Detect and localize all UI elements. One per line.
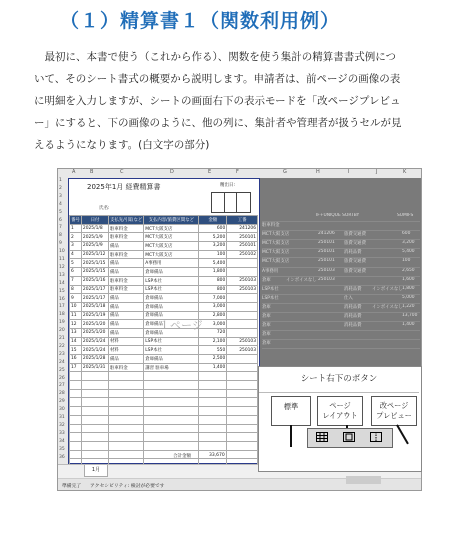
table-row <box>70 407 258 416</box>
table-cell[interactable] <box>70 415 82 424</box>
approval-stamp-boxes <box>211 192 251 213</box>
table-cell[interactable]: 材料 <box>109 346 144 355</box>
hidden-column-row: 倉庫 <box>262 331 420 340</box>
name-label: 氏名: <box>99 206 110 211</box>
row-number[interactable]: 6 <box>59 217 62 223</box>
table-cell[interactable] <box>81 398 108 407</box>
hidden-column-row: LSP本社 仕入 5,000 <box>262 295 420 304</box>
row-number[interactable]: 29 <box>59 399 65 405</box>
hidden-column-row: A事務用 250103 旅費交通費 2,650 <box>262 268 420 277</box>
table-row <box>70 398 258 407</box>
table-cell[interactable] <box>199 441 227 450</box>
table-cell[interactable]: 250103 <box>227 285 258 294</box>
table-cell[interactable]: 2 <box>70 233 82 242</box>
table-cell[interactable] <box>81 441 108 450</box>
table-cell[interactable]: 2025/1/15 <box>81 268 108 277</box>
table-cell[interactable] <box>227 328 258 337</box>
table-cell[interactable]: 2,800 <box>199 311 227 320</box>
button-label-line1: 改ページ <box>379 401 409 410</box>
table-cell[interactable] <box>227 424 258 433</box>
table-row <box>70 424 258 433</box>
date-label: 精出日: <box>220 183 236 188</box>
table-cell[interactable] <box>109 415 144 424</box>
table-cell[interactable]: 2025/1/16 <box>81 276 108 285</box>
row-number[interactable]: 12 <box>59 264 65 270</box>
table-row <box>70 285 258 294</box>
table-cell[interactable]: 5,200 <box>199 233 227 242</box>
table-cell[interactable] <box>109 441 144 450</box>
table-cell[interactable]: 駐車料金 <box>109 363 144 372</box>
pointer-line <box>290 425 292 447</box>
table-cell[interactable] <box>81 450 108 459</box>
total-label: 合計金額 <box>173 454 191 459</box>
page-layout-label <box>317 396 363 426</box>
table-cell[interactable]: 倉庫備品 <box>144 355 199 364</box>
page-break-preview-icon[interactable] <box>370 432 382 442</box>
intro-paragraph <box>34 46 430 156</box>
table-cell[interactable] <box>109 389 144 398</box>
row-number[interactable]: 23 <box>59 351 65 357</box>
table-cell[interactable]: 15 <box>70 346 82 355</box>
table-header-cell: 支払先/引取など <box>109 216 144 225</box>
table-cell[interactable]: 講習 駐車場 <box>144 363 199 372</box>
table-cell[interactable]: LSP本社 <box>144 285 199 294</box>
row-number[interactable]: 25 <box>59 367 65 373</box>
table-cell[interactable] <box>70 407 82 416</box>
table-cell[interactable] <box>227 311 258 320</box>
row-number[interactable]: 4 <box>59 201 62 207</box>
table-cell[interactable] <box>144 407 199 416</box>
table-cell[interactable] <box>109 407 144 416</box>
table-cell[interactable]: 倉庫備品 <box>144 294 199 303</box>
table-row <box>70 363 258 372</box>
section-heading: （１）精算書１（関数利用例） <box>60 10 341 32</box>
table-cell[interactable] <box>109 424 144 433</box>
table-cell[interactable]: 3,200 <box>199 242 227 251</box>
sheet-title: 2025年1月 経費精算書 <box>87 183 161 191</box>
row-number[interactable]: 31 <box>59 415 65 420</box>
table-cell[interactable] <box>144 433 199 442</box>
table-cell[interactable]: 8 <box>70 285 82 294</box>
table-cell[interactable]: MCT大阪支店 <box>144 250 199 259</box>
hidden-column-row: MCT大阪支店 241206 旅費交通費 600 <box>262 231 420 240</box>
table-cell[interactable]: 2025/1/20 <box>81 320 108 329</box>
table-cell[interactable] <box>144 441 199 450</box>
status-ready: 準備完了 <box>62 484 82 489</box>
table-row <box>70 242 258 251</box>
table-cell[interactable] <box>81 433 108 442</box>
table-cell[interactable]: A事務用 <box>144 259 199 268</box>
table-row <box>70 233 258 242</box>
table-cell[interactable]: 駐車料金 <box>109 276 144 285</box>
table-cell[interactable] <box>144 415 199 424</box>
table-cell[interactable] <box>109 372 144 381</box>
row-number[interactable]: 32 <box>59 422 65 428</box>
table-row <box>70 346 258 355</box>
column-letter[interactable]: C <box>120 169 124 175</box>
table-row <box>70 389 258 398</box>
row-number[interactable]: 11 <box>59 257 65 262</box>
paragraph-line: ー」にすると、下の画像のように、他の列に、集計者や管理者が扱うセルが見 <box>34 117 402 129</box>
column-letter[interactable]: H <box>316 169 320 175</box>
table-cell[interactable]: 250102 <box>227 250 258 259</box>
table-cell[interactable]: 2025/1/19 <box>81 311 108 320</box>
table-cell[interactable]: 2025/1/15 <box>81 259 108 268</box>
row-number[interactable]: 14 <box>59 280 65 286</box>
table-cell[interactable] <box>227 415 258 424</box>
table-cell[interactable]: 250101 <box>227 242 258 251</box>
table-cell[interactable]: 2025/1/9 <box>81 233 108 242</box>
table-cell[interactable]: 2025/1/20 <box>81 328 108 337</box>
table-cell[interactable]: 備品 <box>109 268 144 277</box>
column-letter[interactable]: J <box>376 169 378 175</box>
table-cell[interactable]: 倉庫備品 <box>144 320 199 329</box>
table-cell[interactable]: 241206 <box>227 224 258 233</box>
table-cell[interactable]: 2025/1/9 <box>81 242 108 251</box>
row-number[interactable]: 8 <box>59 233 62 239</box>
table-cell[interactable]: 250103 <box>227 276 258 285</box>
table-cell[interactable] <box>109 381 144 390</box>
total-value: 33,670 <box>209 453 225 458</box>
table-cell[interactable] <box>144 424 199 433</box>
table-cell[interactable] <box>109 433 144 442</box>
table-cell[interactable]: 800 <box>199 285 227 294</box>
callout-title: シート右下のボタン <box>259 367 419 393</box>
table-row <box>70 276 258 285</box>
button-label-line1: ページ <box>329 401 351 410</box>
table-cell[interactable]: 2025/1/31 <box>81 363 108 372</box>
table-cell[interactable]: 250103 <box>227 346 258 355</box>
table-cell[interactable] <box>81 415 108 424</box>
page-layout-icon[interactable] <box>343 432 355 442</box>
row-number[interactable]: 5 <box>59 209 62 215</box>
status-view-buttons <box>346 476 381 484</box>
table-cell[interactable] <box>227 398 258 407</box>
table-cell[interactable]: 5,400 <box>199 259 227 268</box>
table-cell[interactable]: MCT大阪支店 <box>144 242 199 251</box>
table-cell[interactable] <box>81 381 108 390</box>
table-cell[interactable] <box>227 441 258 450</box>
table-cell[interactable] <box>227 363 258 372</box>
table-cell[interactable] <box>199 415 227 424</box>
table-row <box>70 337 258 346</box>
table-cell[interactable]: 倉庫備品 <box>144 268 199 277</box>
table-cell[interactable]: 1,800 <box>199 268 227 277</box>
table-cell[interactable] <box>109 450 144 459</box>
table-row <box>70 259 258 268</box>
table-cell[interactable] <box>227 407 258 416</box>
table-cell[interactable]: 1,400 <box>199 363 227 372</box>
page-break-preview-label <box>371 396 417 426</box>
table-cell[interactable] <box>199 407 227 416</box>
table-cell[interactable]: MCT大阪支店 <box>144 224 199 233</box>
table-cell[interactable] <box>227 268 258 277</box>
table-cell[interactable]: 2025/1/17 <box>81 285 108 294</box>
hidden-column-row: 倉庫 インボイスなし 250103 1,600 <box>262 277 420 286</box>
table-cell[interactable]: 6 <box>70 268 82 277</box>
table-cell[interactable]: 材料 <box>109 337 144 346</box>
table-row <box>70 441 258 450</box>
table-cell[interactable]: 2,500 <box>199 355 227 364</box>
table-cell[interactable] <box>227 294 258 303</box>
table-cell[interactable]: 2025/1/18 <box>81 302 108 311</box>
hidden-admin-columns <box>262 213 420 349</box>
table-cell[interactable]: 13 <box>70 328 82 337</box>
row-number[interactable]: 22 <box>59 343 65 349</box>
table-cell[interactable]: 2,100 <box>199 337 227 346</box>
table-row <box>70 224 258 233</box>
table-header-cell: 日付 <box>81 216 108 225</box>
hidden-column-row: MCT大阪支店 250101 消耗品費 5,400 <box>262 249 420 258</box>
button-label-line2: レイアウト <box>322 411 358 420</box>
table-cell[interactable]: 14 <box>70 337 82 346</box>
table-cell[interactable]: 備品 <box>109 294 144 303</box>
table-cell[interactable] <box>199 433 227 442</box>
row-number[interactable]: 18 <box>59 312 65 318</box>
table-cell[interactable]: 備品 <box>109 259 144 268</box>
table-cell[interactable] <box>227 320 258 329</box>
table-cell[interactable] <box>70 372 82 381</box>
table-cell[interactable] <box>227 259 258 268</box>
table-cell[interactable]: 3,000 <box>199 320 227 329</box>
paragraph-line: に明細を入力しますが、シートの画面右下の表示モードを「改ページプレビュ <box>34 95 401 107</box>
row-number[interactable]: 13 <box>59 272 65 278</box>
table-cell[interactable]: 倉庫備品 <box>144 302 199 311</box>
table-cell[interactable] <box>70 389 82 398</box>
view-buttons-callout <box>258 366 422 472</box>
table-cell[interactable]: 1 <box>70 224 82 233</box>
hidden-column-row: MCT大阪支店 250101 旅費交通費 3,200 <box>262 240 420 249</box>
table-cell[interactable] <box>144 398 199 407</box>
row-number[interactable]: 15 <box>59 288 65 294</box>
row-number[interactable]: 16 <box>59 296 65 302</box>
paragraph-line: 最初に、本書で使う（これから作る）、関数を使う集計の精算書書式例につ <box>34 51 397 63</box>
table-cell[interactable] <box>81 372 108 381</box>
table-cell[interactable] <box>227 450 258 459</box>
table-cell[interactable] <box>227 302 258 311</box>
hidden-column-row: 倉庫 消耗品費 1,400 <box>262 322 420 331</box>
table-cell[interactable]: 7,000 <box>199 294 227 303</box>
table-cell[interactable] <box>70 424 82 433</box>
table-cell[interactable] <box>199 372 227 381</box>
table-cell[interactable] <box>144 381 199 390</box>
table-cell[interactable] <box>199 381 227 390</box>
row-number[interactable]: 2 <box>59 185 62 191</box>
row-number[interactable]: 33 <box>59 430 65 436</box>
table-header-row <box>70 216 258 225</box>
row-number[interactable]: 20 <box>59 328 65 334</box>
hidden-column-row: 倉庫 消耗品費 インボイスなし 1,220 <box>262 304 420 313</box>
paragraph-line: いて、そのシート書式の概要から説明します。申請者は、前ページの画像の表 <box>34 73 401 85</box>
table-cell[interactable]: 備品 <box>109 302 144 311</box>
table-cell[interactable]: 備品 <box>109 328 144 337</box>
table-cell[interactable] <box>227 389 258 398</box>
table-cell[interactable]: 11 <box>70 311 82 320</box>
table-cell[interactable] <box>227 372 258 381</box>
table-cell[interactable]: LSP本社 <box>144 276 199 285</box>
paragraph-line: えるようになります。(白文字の部分) <box>34 139 210 151</box>
column-letter[interactable]: A <box>72 169 76 175</box>
hidden-column-row: 倉庫 <box>262 340 420 349</box>
row-number[interactable]: 1 <box>59 178 62 183</box>
hidden-column-row: 駐車料金 <box>262 222 420 231</box>
hidden-column-row: MCT大阪支店 250101 旅費交通費 100 <box>262 258 420 267</box>
table-cell[interactable]: 倉庫備品 <box>144 311 199 320</box>
table-cell[interactable]: 800 <box>199 276 227 285</box>
print-page-1 <box>68 178 260 464</box>
view-mode-buttons <box>307 428 393 448</box>
table-cell[interactable] <box>70 441 82 450</box>
table-cell[interactable] <box>227 381 258 390</box>
table-cell[interactable]: 備品 <box>109 242 144 251</box>
table-cell[interactable] <box>199 398 227 407</box>
table-cell[interactable]: 2025/1/12 <box>81 250 108 259</box>
table-cell[interactable]: LSP本社 <box>144 346 199 355</box>
column-letter[interactable]: F <box>236 169 239 175</box>
row-number[interactable]: 34 <box>59 438 65 444</box>
hidden-column-row: 倉庫 消耗品費 13,700 <box>262 313 420 322</box>
table-cell[interactable]: MCT大阪支店 <box>144 233 199 242</box>
table-cell[interactable] <box>199 424 227 433</box>
table-cell[interactable]: 駐車料金 <box>109 233 144 242</box>
table-cell[interactable]: 9 <box>70 294 82 303</box>
table-cell[interactable]: 16 <box>70 355 82 364</box>
table-cell[interactable] <box>70 381 82 390</box>
column-letter[interactable]: B <box>90 169 94 175</box>
table-cell[interactable]: 備品 <box>109 311 144 320</box>
table-cell[interactable]: 100 <box>199 250 227 259</box>
column-letter[interactable]: K <box>403 169 407 175</box>
table-row <box>70 268 258 277</box>
table-cell[interactable] <box>227 433 258 442</box>
table-cell[interactable]: 17 <box>70 363 82 372</box>
table-cell[interactable]: 備品 <box>109 355 144 364</box>
column-letter[interactable]: E <box>208 169 212 175</box>
hidden-column-header: IF+UNIQUE SORTBY SUMIFS <box>262 213 420 222</box>
button-label: 標準 <box>283 402 299 411</box>
table-cell[interactable] <box>144 372 199 381</box>
table-cell[interactable]: 550 <box>199 346 227 355</box>
table-cell[interactable]: 駐車料金 <box>109 250 144 259</box>
table-cell[interactable]: 250101 <box>227 233 258 242</box>
table-cell[interactable]: 3,000 <box>199 302 227 311</box>
normal-view-icon[interactable] <box>316 432 328 442</box>
table-cell[interactable]: 2025/1/24 <box>81 346 108 355</box>
row-number[interactable]: 30 <box>59 407 65 413</box>
table-header-cell: 工番 <box>227 216 258 225</box>
table-row <box>70 450 258 459</box>
table-cell[interactable]: 2025/1/8 <box>81 224 108 233</box>
table-cell[interactable]: 10 <box>70 302 82 311</box>
table-cell[interactable] <box>70 450 82 459</box>
sheet-tab-january[interactable]: 1月 <box>84 465 108 477</box>
table-cell[interactable] <box>81 407 108 416</box>
table-cell[interactable]: 駐車料金 <box>109 224 144 233</box>
table-cell[interactable]: 12 <box>70 320 82 329</box>
normal-view-label <box>271 396 311 426</box>
table-cell[interactable]: 2025/1/28 <box>81 355 108 364</box>
table-row <box>70 372 258 381</box>
table-cell[interactable]: LSP本社 <box>144 337 199 346</box>
row-number[interactable]: 21 <box>59 336 65 341</box>
row-number[interactable]: 24 <box>59 359 65 365</box>
column-letter[interactable]: G <box>283 169 287 175</box>
expense-table <box>69 215 258 468</box>
table-cell[interactable]: 250103 <box>227 337 258 346</box>
table-header-cell: 番号 <box>70 216 82 225</box>
accessibility-status[interactable]: アクセシビリティ: 検討が必要です <box>90 484 165 489</box>
table-cell[interactable] <box>70 398 82 407</box>
row-number[interactable]: 17 <box>59 304 65 310</box>
table-cell[interactable] <box>199 389 227 398</box>
table-cell[interactable]: 備品 <box>109 320 144 329</box>
row-number[interactable]: 10 <box>59 249 65 255</box>
table-cell[interactable]: 2025/1/24 <box>81 337 108 346</box>
table-header-cell: 金額 <box>199 216 227 225</box>
table-cell[interactable] <box>144 389 199 398</box>
table-cell[interactable] <box>81 424 108 433</box>
table-cell[interactable]: 3 <box>70 242 82 251</box>
table-cell[interactable] <box>81 389 108 398</box>
table-cell[interactable]: 720 <box>199 328 227 337</box>
column-letter[interactable]: D <box>170 169 174 175</box>
table-row <box>70 433 258 442</box>
row-number[interactable]: 28 <box>59 391 65 397</box>
table-header-cell: 支払内容/旅費区間など <box>144 216 199 225</box>
button-label-line2: プレビュー <box>376 411 412 420</box>
table-cell[interactable]: 倉庫備品 <box>144 328 199 337</box>
table-cell[interactable]: 600 <box>199 224 227 233</box>
row-number[interactable]: 26 <box>59 375 65 381</box>
table-cell[interactable]: 4 <box>70 250 82 259</box>
table-row <box>70 302 258 311</box>
table-cell[interactable] <box>227 355 258 364</box>
row-number[interactable]: 19 <box>59 320 65 326</box>
table-cell[interactable]: 駐車料金 <box>109 285 144 294</box>
table-cell[interactable]: 7 <box>70 276 82 285</box>
table-cell[interactable]: 5 <box>70 259 82 268</box>
column-letter[interactable]: I <box>348 169 350 175</box>
table-row <box>70 250 258 259</box>
table-row <box>70 355 258 364</box>
table-row <box>70 415 258 424</box>
hidden-column-row: LSP本社 消耗品費 インボイスなし 1,800 <box>262 286 420 295</box>
row-number[interactable]: 7 <box>59 225 62 231</box>
row-number[interactable]: 27 <box>59 383 65 389</box>
row-number[interactable]: 3 <box>59 193 62 199</box>
table-cell[interactable]: 2025/1/17 <box>81 294 108 303</box>
table-cell[interactable] <box>70 433 82 442</box>
table-row <box>70 294 258 303</box>
row-number[interactable]: 9 <box>59 241 62 247</box>
table-cell[interactable] <box>109 398 144 407</box>
page-watermark: １ページ <box>159 319 203 332</box>
table-row <box>70 381 258 390</box>
row-number[interactable]: 36 <box>59 454 65 460</box>
row-number[interactable]: 35 <box>59 446 65 452</box>
